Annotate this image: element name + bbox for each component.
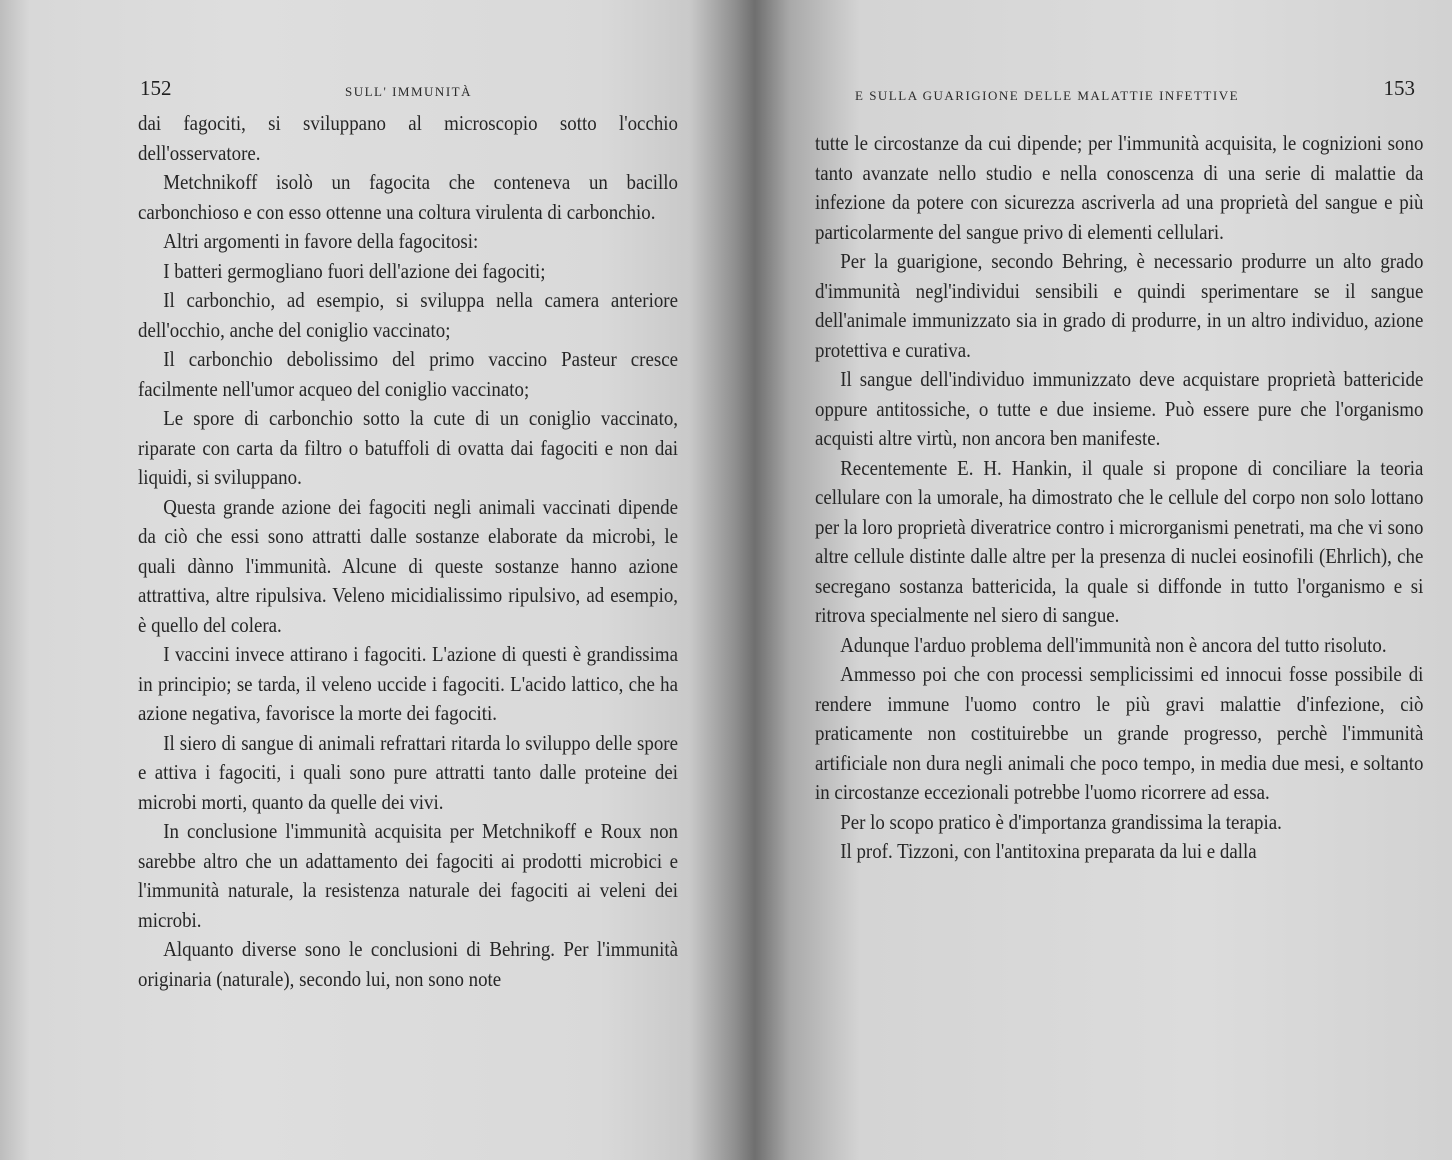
right-page-body xyxy=(815,129,1423,867)
right-running-head: E SULLA GUARIGIONE DELLE MALATTIE INFETTIVE xyxy=(855,88,1240,103)
paragraph: Il prof. Tizzoni, con l'antitoxina preparata da lui e dalla xyxy=(840,839,1257,863)
paragraph: Questa grande azione dei fagociti negli animali vaccinati dipende da ciò che essi sono attratti dalle sostanze elaborate da microbi, le quali dànno l'immunità. Alcune di queste sostanze hanno azione attrattiva, altre ripulsiva. Veleno micidialissimo ripulsivo, ad esempio, è quello del colera. xyxy=(138,494,678,637)
right-page xyxy=(735,0,1452,1160)
paragraph: Metchnikoff isolò un fagocita che conteneva un bacillo carbonchioso e con esso ottenne una coltura virulenta di carbonchio. xyxy=(138,170,678,224)
paragraph: Le spore di carbonchio sotto la cute di un coniglio vaccinato, riparate con carta da filtro o batuffoli di ovatta dai fagociti e non dai liquidi, si sviluppano. xyxy=(138,406,678,489)
left-page-number: 152 xyxy=(140,76,172,100)
left-page-body xyxy=(138,109,678,994)
right-page-header xyxy=(855,78,1415,102)
paragraph: Il sangue dell'individuo immunizzato deve acquistare proprietà battericide oppure antitossiche, o tutte e due insieme. Può essere pure che l'organismo acquisti altre virtù, non ancora ben manifeste. xyxy=(815,367,1424,450)
right-page-number: 153 xyxy=(1383,76,1415,100)
paragraph: Il carbonchio, ad esempio, si sviluppa nella camera anteriore dell'occhio, anche del coniglio vaccinato; xyxy=(138,288,678,342)
paragraph: dai fagociti, si sviluppano al microscopio sotto l'occhio dell'osservatore. xyxy=(138,111,678,165)
left-running-head: SULL' IMMUNITÀ xyxy=(345,84,472,99)
paragraph: Ammesso poi che con processi semplicissimi ed innocui fosse possibile di rendere immune l'uomo contro le più gravi malattie d'infezione, ciò praticamente non costituirebbe un grande progresso, perchè l'immunità artificiale non dura negli animali che poco tempo, in media due mesi, e soltanto in circostanze eccezionali potrebbe l'uomo ricorrere ad essa. xyxy=(815,662,1424,804)
paragraph: I vaccini invece attirano i fagociti. L'azione di questi è grandissima in principio; se tarda, il veleno uccide i fagociti. L'acido lattico, che ha azione negativa, favorisce la morte dei fagociti. xyxy=(138,642,678,725)
paragraph: Il siero di sangue di animali refrattari ritarda lo sviluppo delle spore e attiva i fagociti, i quali sono pure attratti tanto dalle proteine dei microbi morti, quanto da quelle dei vivi. xyxy=(138,730,678,814)
paragraph: Recentemente E. H. Hankin, il quale si propone di conciliare la teoria cellulare con la umorale, ha dimostrato che le cellule del corpo non solo lottano per la loro proprietà diveratrice contro i microrganismi penetrati, ma che vi sono altre cellule distinte dalle altre per la presenza di nuclei eosinofili (Ehrlich), che secregano sostanza battericida, la quale si diffonde in tutto l'organismo e si ritrova specialmente nel siero di sangue. xyxy=(815,455,1424,627)
paragraph: Altri argomenti in favore della fagocitosi: xyxy=(163,229,479,253)
paragraph: I batteri germogliano fuori dell'azione dei fagociti; xyxy=(163,258,546,283)
paragraph: In conclusione l'immunità acquisita per Metchnikoff e Roux non sarebbe altro che un adattamento dei fagociti ai prodotti microbici e l'immunità naturale, la resistenza naturale dei fagociti ai veleni dei microbi. xyxy=(138,819,678,932)
paragraph: Il carbonchio debolissimo del primo vaccino Pasteur cresce facilmente nell'umor acqueo del coniglio vaccinato; xyxy=(138,347,678,401)
paragraph: tutte le circostanze da cui dipende; per l'immunità acquisita, le cognizioni sono tanto avanzate nello studio e nella conoscenza di una serie di malattie da infezione da potere con sicurezza ascriverla ad una proprietà del sangue e più particolarmente del sangue privo di elementi cellulari. xyxy=(815,131,1424,244)
paragraph: Per la guarigione, secondo Behring, è necessario produrre un alto grado d'immunità negl'individui sensibili e quindi sperimentare se il sangue dell'animale immunizzato sia in grado di produrre, in un altro individuo, azione protettiva e curativa. xyxy=(815,249,1424,362)
paragraph: Adunque l'arduo problema dell'immunità non è ancora del tutto risoluto. xyxy=(840,632,1387,657)
paragraph: Per lo scopo pratico è d'importanza grandissima la terapia. xyxy=(840,809,1282,834)
left-page-header xyxy=(140,78,680,102)
paragraph: Alquanto diverse sono le conclusioni di Behring. Per l'immunità originaria (naturale), secondo lui, non sono note xyxy=(138,937,678,991)
